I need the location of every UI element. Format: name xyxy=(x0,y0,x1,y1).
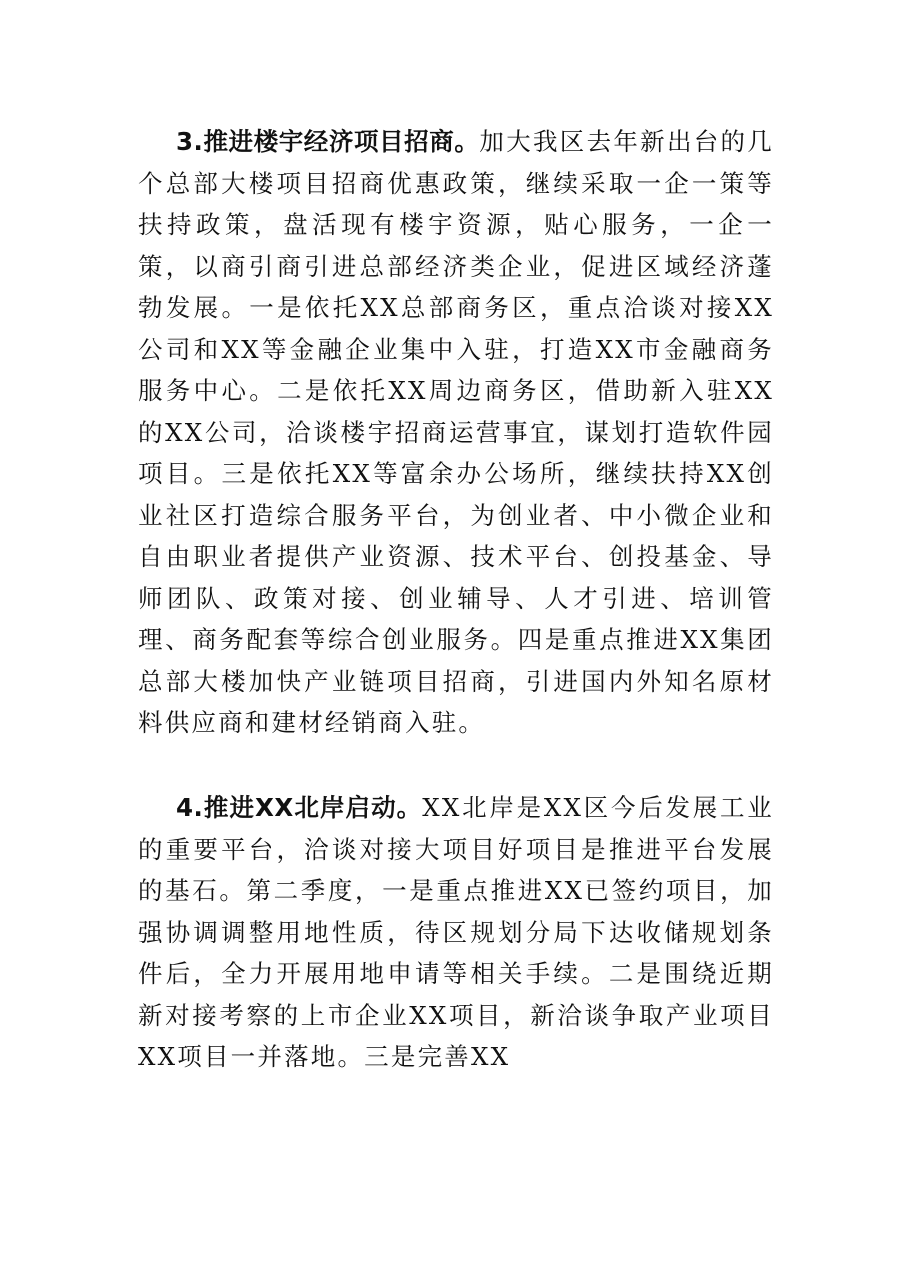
paragraph-heading: 4.推进XX北岸启动。 xyxy=(176,793,423,822)
paragraph-heading: 3.推进楼宇经济项目招商。 xyxy=(176,127,480,156)
paragraph-body: XX北岸是XX区今后发展工业的重要平台，洽谈对接大项目好项目是推进平台发展的基石。第二季度，一是重点推进XX已签约项目，加强协调调整用地性质，待区规划分局下达收储规划条件后，全力开展用地申请等相关手续。二是围绕近期新对接考察的上市企业XX项目，新洽谈争取产业项目XX项目一并落地。三是完善XX xyxy=(138,793,774,1071)
paragraph-building-economy xyxy=(138,121,774,744)
paragraph-north-bank xyxy=(138,787,774,1078)
paragraph-body: 加大我区去年新出台的几个总部大楼项目招商优惠政策，继续采取一企一策等扶持政策，盘活现有楼宇资源，贴心服务，一企一策，以商引商引进总部经济类企业，促进区域经济蓬勃发展。一是依托XX总部商务区，重点洽谈对接XX公司和XX等金融企业集中入驻，打造XX市金融商务服务中心。二是依托XX周边商务区，借助新入驻XX的XX公司，洽谈楼宇招商运营事宜，谋划打造软件园项目。三是依托XX等富余办公场所，继续扶持XX创业社区打造综合服务平台，为创业者、中小微企业和自由职业者提供产业资源、技术平台、创投基金、导师团队、政策对接、创业辅导、人才引进、培训管理、商务配套等综合创业服务。四是重点推进XX集团总部大楼加快产业链项目招商，引进国内外知名原材料供应商和建材经销商入驻。 xyxy=(138,127,775,737)
